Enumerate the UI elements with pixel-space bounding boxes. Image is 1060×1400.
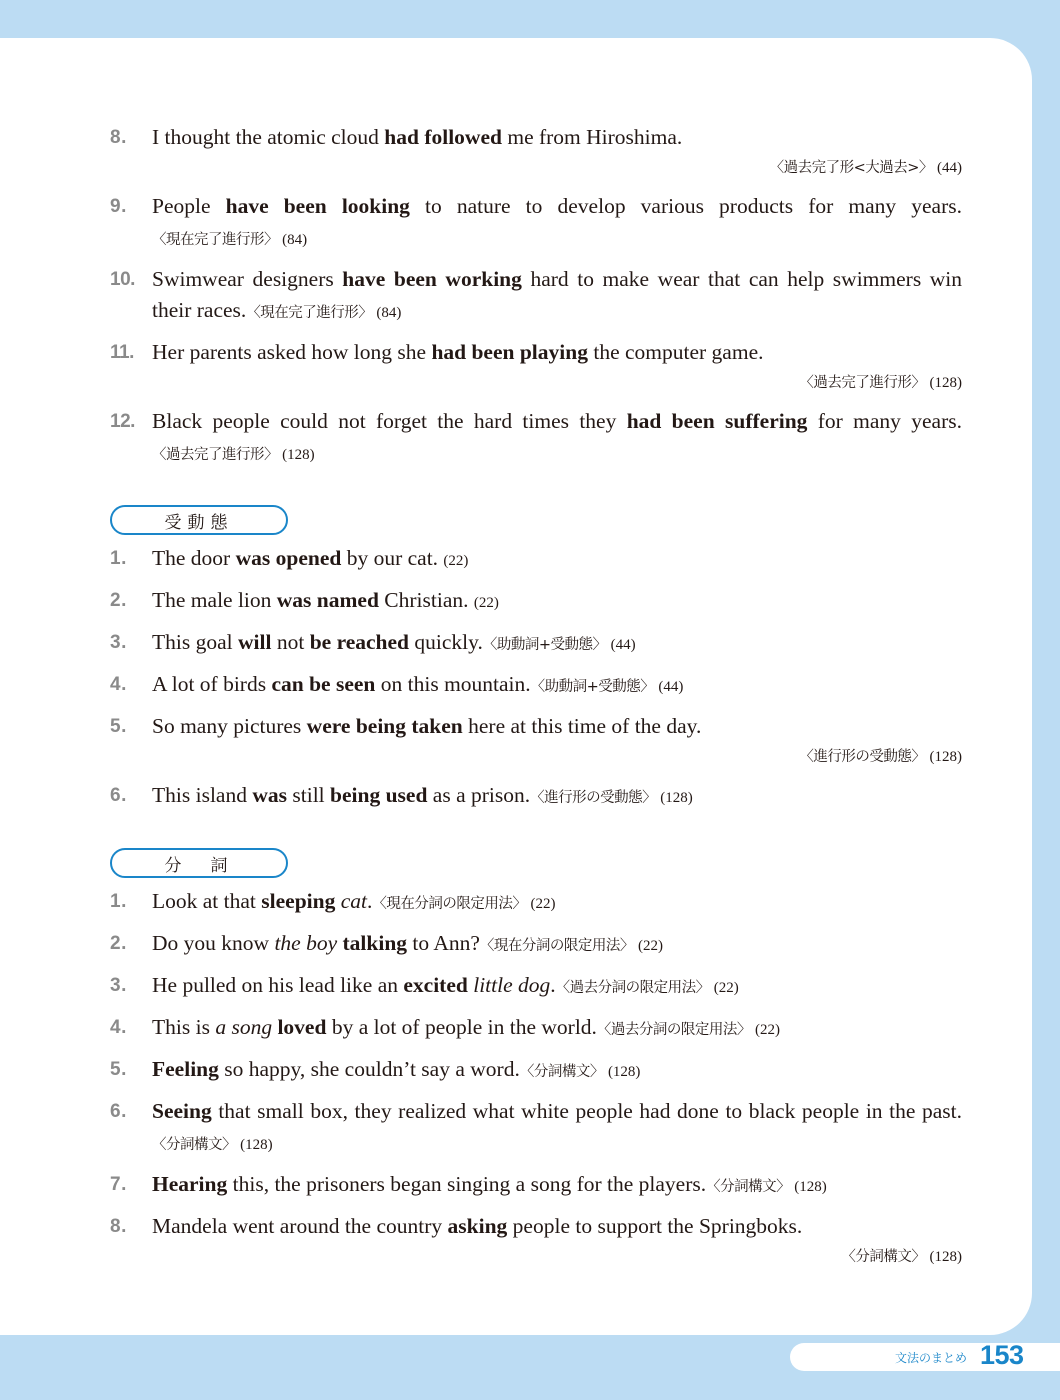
item-number: 2. — [110, 590, 127, 611]
grammar-label: 〈助動詞+受動態〉 — [482, 637, 607, 653]
page-reference: (128) — [660, 790, 693, 806]
example-sentence — [110, 543, 962, 577]
grammar-note — [597, 1022, 780, 1038]
example-sentence — [110, 122, 962, 183]
grammar-label: 〈過去分詞の限定用法〉 — [596, 1022, 751, 1038]
sentence-text: Do you know — [152, 931, 275, 955]
example-sentence — [110, 264, 962, 329]
page-reference: (128) — [794, 1179, 827, 1195]
item-number: 8. — [110, 127, 127, 148]
sentence-text: Her parents asked how long she — [152, 340, 432, 364]
grammar-note — [556, 980, 739, 996]
grammar-highlight: loved — [277, 1015, 327, 1039]
participle-section — [110, 848, 962, 1272]
grammar-highlight: had followed — [384, 125, 502, 149]
page-reference: (22) — [638, 938, 663, 954]
page-reference: (22) — [755, 1022, 781, 1038]
grammar-note — [372, 896, 555, 912]
sentence-text: that small box, they realized what white people had done to black people in the past. — [211, 1099, 962, 1123]
grammar-highlight: asking — [447, 1214, 508, 1238]
sentence-text: on this mountain. — [375, 672, 531, 696]
item-number: 11. — [110, 342, 134, 363]
sentence-text: A lot of birds — [152, 672, 272, 696]
grammar-note — [531, 679, 684, 695]
item-number: 4. — [110, 1017, 127, 1038]
item-number: 6. — [110, 785, 127, 806]
sentence-text: I thought the atomic cloud — [152, 125, 385, 149]
section-label-participle: 分 詞 — [110, 848, 288, 878]
item-number: 10. — [110, 269, 135, 290]
grammar-note — [474, 595, 499, 611]
grammar-highlight: sleeping — [261, 889, 336, 913]
page-content — [110, 122, 962, 1280]
section-label-passive: 受動態 — [110, 505, 288, 535]
example-sentence — [110, 1211, 962, 1272]
example-sentence — [110, 191, 962, 256]
item-number: 5. — [110, 716, 127, 737]
sentence-text: He pulled on his lead like an — [152, 973, 404, 997]
sentence-text: quickly. — [409, 630, 483, 654]
page-reference: (128) — [929, 375, 962, 391]
grammar-highlight: Hearing — [152, 1172, 228, 1196]
page-reference: (84) — [376, 305, 402, 321]
item-number: 5. — [110, 1059, 127, 1080]
grammar-label: 〈進行形の受動態〉 — [799, 749, 926, 765]
grammar-note — [520, 1064, 641, 1080]
grammar-note — [152, 1242, 962, 1272]
sentence-text: Look at that — [152, 889, 262, 913]
item-number: 1. — [110, 548, 127, 569]
grammar-highlight: have been looking — [225, 194, 410, 218]
grammar-note — [152, 1137, 273, 1153]
sentence-text: not — [271, 630, 310, 654]
grammar-highlight: will — [238, 630, 272, 654]
sentence-text: . — [550, 973, 556, 997]
grammar-highlight: be reached — [309, 630, 410, 654]
grammar-highlight: had been suffering — [626, 409, 808, 433]
grammar-note — [530, 790, 693, 806]
sentence-text: for many years. — [807, 409, 963, 433]
grammar-label: 〈現在分詞の限定用法〉 — [479, 938, 634, 954]
sentence-text: here at this time of the day. — [462, 714, 702, 738]
page-reference: (44) — [937, 160, 962, 176]
item-number: 7. — [110, 1174, 127, 1195]
grammar-label: 〈分詞構文〉 — [706, 1179, 791, 1195]
example-sentence — [110, 337, 962, 398]
grammar-label: 〈現在完了進行形〉 — [152, 232, 278, 248]
sentence-text: by a lot of people in the world. — [326, 1015, 597, 1039]
page-reference: (128) — [240, 1137, 273, 1153]
sentence-text: Black people could not forget the hard times they — [152, 409, 627, 433]
grammar-label: 〈分詞構文〉 — [519, 1064, 604, 1080]
sentence-text: as a prison. — [427, 783, 531, 807]
item-number: 6. — [110, 1101, 127, 1122]
italic-phrase: a song — [215, 1015, 273, 1039]
sentence-text: this, the prisoners began singing a song for the players. — [227, 1172, 707, 1196]
grammar-note — [152, 153, 962, 183]
example-sentence — [110, 406, 962, 471]
sentence-text: so happy, she couldn’t say a word. — [218, 1057, 520, 1081]
item-number: 8. — [110, 1216, 127, 1237]
grammar-label: 〈過去完了形<大過去>〉 — [769, 160, 933, 176]
item-number: 4. — [110, 674, 127, 695]
tense-list — [110, 122, 962, 471]
sentence-text: This island — [152, 783, 253, 807]
sentence-text: This goal — [152, 630, 238, 654]
page-reference: (128) — [929, 1249, 962, 1265]
grammar-highlight: excited — [403, 973, 468, 997]
grammar-note — [483, 637, 636, 653]
example-sentence — [110, 970, 962, 1004]
sentence-text: Swimwear designers — [152, 267, 343, 291]
item-number: 12. — [110, 411, 135, 432]
grammar-label: 〈分詞構文〉 — [841, 1249, 926, 1265]
example-sentence — [110, 1096, 962, 1161]
grammar-highlight: Feeling — [152, 1057, 219, 1081]
grammar-highlight: were being taken — [306, 714, 463, 738]
page-reference: (22) — [443, 553, 469, 569]
item-number: 3. — [110, 975, 127, 996]
sentence-text: Christian. — [378, 588, 474, 612]
grammar-highlight: Seeing — [152, 1099, 212, 1123]
example-sentence — [110, 780, 962, 814]
grammar-note — [152, 447, 315, 463]
sentence-text: Mandela went around the country — [152, 1214, 448, 1238]
example-sentence — [110, 1169, 962, 1203]
sentence-text: The male lion — [152, 588, 277, 612]
grammar-label: 〈過去分詞の限定用法〉 — [555, 980, 710, 996]
sentence-text: people to support the Springboks. — [507, 1214, 803, 1238]
page-reference: (22) — [713, 980, 739, 996]
example-sentence — [110, 627, 962, 661]
page-reference: (84) — [282, 232, 308, 248]
page-reference: (128) — [607, 1064, 641, 1080]
grammar-note — [443, 553, 468, 569]
participle-list — [110, 886, 962, 1272]
grammar-label: 〈助動詞+受動態〉 — [530, 679, 655, 695]
example-sentence — [110, 711, 962, 772]
grammar-label: 〈過去完了進行形〉 — [799, 375, 926, 391]
passive-section — [110, 505, 962, 814]
grammar-label: 〈過去完了進行形〉 — [152, 447, 278, 463]
example-sentence — [110, 585, 962, 619]
sentence-text: by our cat. — [341, 546, 444, 570]
sentence-text: The door — [152, 546, 236, 570]
example-sentence — [110, 886, 962, 920]
italic-phrase: cat — [340, 889, 367, 913]
sentence-text: . — [367, 889, 373, 913]
sentence-text: still — [287, 783, 331, 807]
page-reference: (22) — [530, 896, 556, 912]
grammar-highlight: was opened — [235, 546, 342, 570]
sentence-text: So many pictures — [152, 714, 307, 738]
grammar-label: 〈現在完了進行形〉 — [246, 305, 373, 321]
sentence-text: me from Hiroshima. — [501, 125, 683, 149]
item-number: 2. — [110, 933, 127, 954]
grammar-label: 〈現在分詞の限定用法〉 — [372, 896, 527, 912]
footer-title: 文法のまとめ — [895, 1351, 968, 1365]
grammar-note — [152, 742, 962, 772]
grammar-label: 〈分詞構文〉 — [152, 1137, 236, 1153]
grammar-note — [706, 1179, 827, 1195]
grammar-note — [152, 368, 962, 398]
page-reference: (128) — [282, 447, 315, 463]
example-sentence — [110, 669, 962, 703]
grammar-highlight: was — [252, 783, 287, 807]
item-number: 9. — [110, 196, 127, 217]
page-reference: (22) — [473, 595, 499, 611]
sentence-text: to Ann? — [407, 931, 480, 955]
grammar-label: 〈進行形の受動態〉 — [530, 790, 657, 806]
grammar-highlight: was named — [276, 588, 379, 612]
example-sentence — [110, 1054, 962, 1088]
item-number: 3. — [110, 632, 127, 653]
example-sentence — [110, 1012, 962, 1046]
italic-phrase: little dog — [473, 973, 551, 997]
page-reference: (44) — [610, 637, 636, 653]
grammar-note — [480, 938, 663, 954]
page-number: 153 — [980, 1340, 1024, 1370]
item-number: 1. — [110, 891, 127, 912]
grammar-highlight: can be seen — [271, 672, 376, 696]
grammar-highlight: talking — [342, 931, 408, 955]
sentence-text: the computer game. — [587, 340, 764, 364]
grammar-highlight: had been playing — [431, 340, 588, 364]
grammar-note — [152, 232, 307, 248]
sentence-text: People — [152, 194, 226, 218]
page-reference: (128) — [929, 749, 962, 765]
grammar-highlight: being used — [330, 783, 428, 807]
sentence-text: to nature to develop various products for many years. — [409, 194, 962, 218]
grammar-note — [246, 305, 401, 321]
passive-list — [110, 543, 962, 814]
page-reference: (44) — [658, 679, 684, 695]
sentence-text: hard to make wear that can help swimmers win their races. — [152, 267, 963, 322]
grammar-highlight: have been working — [342, 267, 522, 291]
example-sentence — [110, 928, 962, 962]
sentence-text: This is — [152, 1015, 216, 1039]
italic-phrase: the boy — [274, 931, 338, 955]
